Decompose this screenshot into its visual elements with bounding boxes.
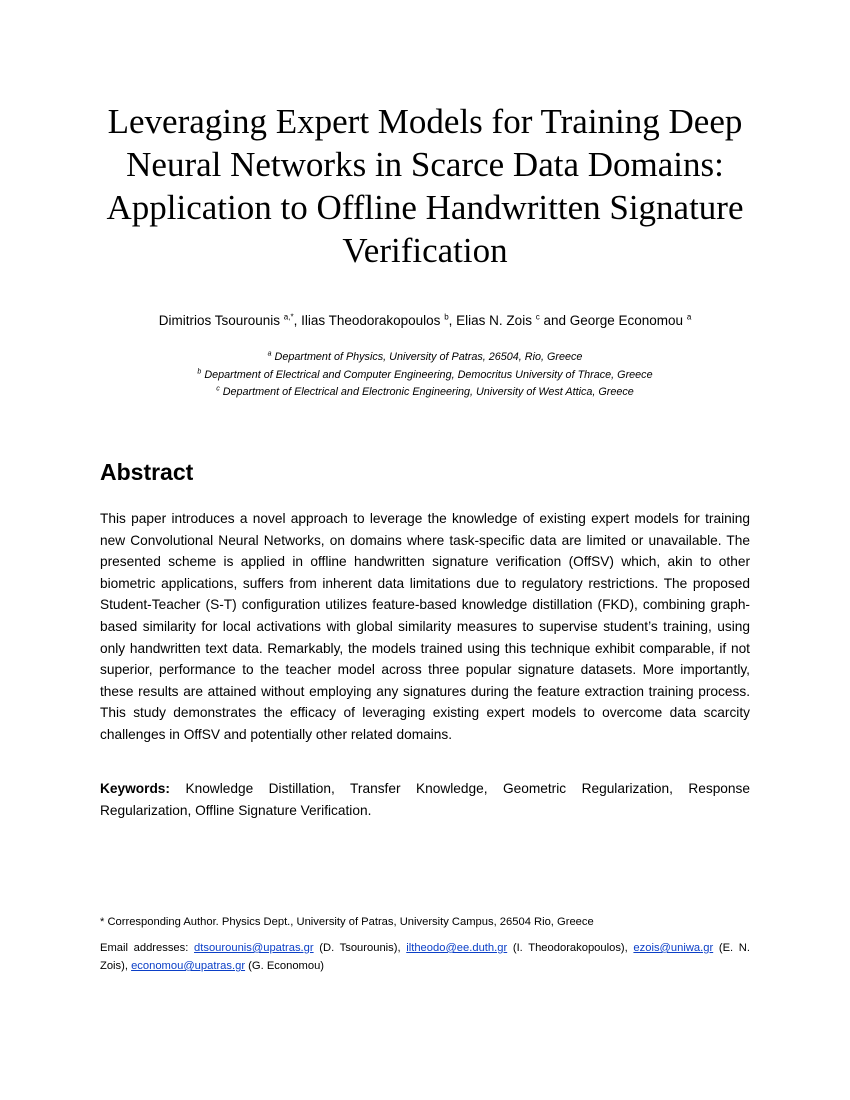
- author-list: [100, 312, 750, 330]
- author-name: Ilias Theodorakopoulos: [301, 313, 441, 328]
- abstract-text: This paper introduces a novel approach to leverage the knowledge of existing expert models for training new Convolutional Neural Networks, on domains where task-specific data are limited or unavailable. The presented scheme is applied in offline handwritten signature verification (OffSV) which, akin to other biometric applications, suffers from inherent data limitations due to regulatory restrictions. The proposed Student-Teacher (S-T) configuration utilizes feature-based knowledge distillation (FKD), combining graph-based similarity for local activations with global similarity measures to supervise student’s training, using only handwritten text data. Remarkably, the models trained using this technique exhibit comparable, if not superior, performance to the teacher model across three popular signature datasets. More importantly, these results are attained without employing any signatures during the feature extraction training process. This study demonstrates the efficacy of leveraging existing expert models to overcome data scarcity challenges in OffSV and potentially other related domains.: [100, 511, 750, 742]
- affiliation-text: Department of Electrical and Electronic Engineering, University of West Attica, Greece: [222, 386, 634, 398]
- email-owner: (G. Economou): [245, 960, 325, 972]
- affiliation-list: [100, 349, 750, 402]
- email-link[interactable]: iltheodo@ee.duth.gr: [406, 942, 508, 954]
- abstract-heading: Abstract: [100, 459, 194, 485]
- title-line: Neural Networks in Scarce Data Domains:: [126, 145, 724, 184]
- email-link[interactable]: ezois@uniwa.gr: [633, 942, 714, 954]
- title-line: Application to Offline Handwritten Signature: [106, 188, 744, 227]
- corresponding-author-footnote: * Corresponding Author. Physics Dept., University of Patras, University Campus, 26504 Rio, Greece: [100, 916, 594, 928]
- title-line: Verification: [342, 231, 508, 270]
- email-owner: (E. N. Zois),: [100, 942, 750, 972]
- author-name: Dimitrios Tsourounis: [158, 313, 280, 328]
- affiliation-mark: b: [197, 367, 202, 375]
- paper-title: [100, 100, 750, 272]
- affiliation-text: Department of Electrical and Computer Engineering, Democritus University of Thrace, Greece: [204, 368, 653, 381]
- email-link[interactable]: dtsourounis@upatras.gr: [194, 942, 314, 954]
- author-affiliation-mark: a: [686, 312, 692, 322]
- email-footnote: [100, 939, 750, 975]
- author-separator: ,: [448, 313, 457, 328]
- author-name: Elias N. Zois: [456, 313, 532, 328]
- affiliation-text: Department of Physics, University of Patras, 26504, Rio, Greece: [274, 351, 583, 363]
- keywords-label: Keywords:: [100, 781, 170, 796]
- author-affiliation-mark: c: [535, 312, 540, 322]
- author-affiliation-mark: a,*: [283, 312, 294, 322]
- email-link[interactable]: economou@upatras.gr: [131, 960, 246, 972]
- author-name: George Economou: [569, 313, 684, 328]
- email-prefix: Email addresses:: [100, 942, 195, 954]
- affiliation: [100, 384, 750, 402]
- title-line: Leveraging Expert Models for Training Deep: [107, 102, 743, 141]
- email-owner: (D. Tsourounis),: [313, 942, 407, 954]
- keywords: [100, 778, 750, 821]
- keywords-text: Knowledge Distillation, Transfer Knowledge, Geometric Regularization, Response Regularization, Offline Signature Verification.: [100, 781, 750, 818]
- author-separator: ,: [293, 313, 302, 328]
- author-separator: and: [539, 313, 570, 328]
- affiliation-mark: a: [267, 350, 272, 358]
- affiliation: [100, 367, 750, 385]
- affiliation: [100, 349, 750, 367]
- author-affiliation-mark: b: [444, 312, 449, 322]
- email-owner: (I. Theodorakopoulos),: [507, 942, 634, 954]
- affiliation-mark: c: [216, 385, 220, 393]
